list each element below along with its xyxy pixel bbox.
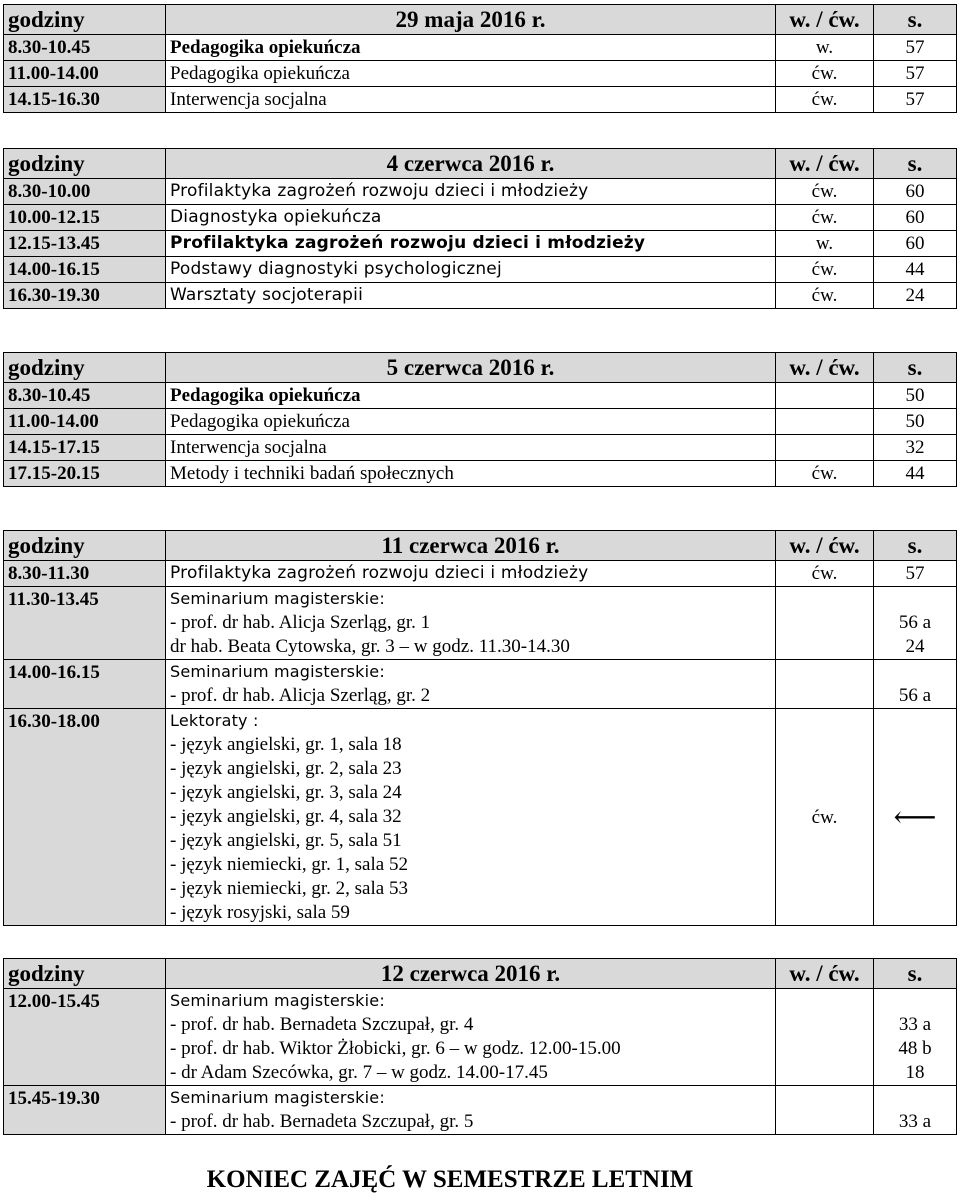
list-item: - język niemiecki, gr. 1, sala 52 bbox=[170, 854, 408, 875]
table-row: 10.00-12.15 Diagnostyka opiekuńcza ćw. 60 bbox=[4, 205, 957, 231]
table-row: 11.00-14.00 Pedagogika opiekuńcza ćw. 57 bbox=[4, 61, 957, 87]
type-header: w. / ćw. bbox=[776, 531, 874, 561]
list-item: - język angielski, gr. 4, sala 32 bbox=[170, 806, 402, 827]
table-row: 11.00-14.00 Pedagogika opiekuńcza 50 bbox=[4, 409, 957, 435]
table-row: 16.30-18.00 Lektoraty : - język angielski, gr. 1, sala 18 - język angielski, gr. 2, sala 23 - język angielski, gr. 3, sala 24 - język angielski, gr. 4, sala 32 - język angielski, gr. 5, sala 51 - język niemiecki, gr. 1, sala 52 - język niemiecki, gr. 2, sala 53 - język rosyjski, sala 59 ćw. ⟵ bbox=[4, 709, 957, 926]
schedule-table bbox=[3, 352, 957, 487]
type-header: w. / ćw. bbox=[776, 5, 874, 35]
table-row: 14.15-16.30 Interwencja socjalna ćw. 57 bbox=[4, 87, 957, 113]
time-header: godziny bbox=[4, 959, 166, 989]
table-row: 14.00-16.15 Seminarium magisterskie: - prof. dr hab. Alicja Szerląg, gr. 2 56 a bbox=[4, 660, 957, 709]
table-row: 8.30-10.45 Pedagogika opiekuńcza w. 57 bbox=[4, 35, 957, 61]
schedule-table bbox=[3, 4, 957, 113]
room-header: s. bbox=[874, 149, 957, 179]
seminar-cell: Seminarium magisterskie: - prof. dr hab. Bernadeta Szczupał, gr. 4 - prof. dr hab. Wiktor Żłobicki, gr. 6 – w godz. 12.00-15.00 - dr Adam Szecówka, gr. 7 – w godz. 14.00-17.45 bbox=[166, 989, 776, 1086]
table-row: 17.15-20.15 Metody i techniki badań społecznych ćw. 44 bbox=[4, 461, 957, 487]
day-block-3 bbox=[3, 352, 956, 487]
table-row: 8.30-10.00 Profilaktyka zagrożeń rozwoju dzieci i młodzieży ćw. 60 bbox=[4, 179, 957, 205]
time-header: godziny bbox=[4, 353, 166, 383]
list-item: - język angielski, gr. 1, sala 18 bbox=[170, 734, 402, 755]
table-row: 16.30-19.30 Warsztaty socjoterapii ćw. 24 bbox=[4, 283, 957, 309]
date-header: 11 czerwca 2016 r. bbox=[166, 531, 776, 561]
seminar-cell: Seminarium magisterskie: - prof. dr hab. Bernadeta Szczupał, gr. 5 bbox=[166, 1086, 776, 1135]
type-header: w. / ćw. bbox=[776, 353, 874, 383]
table-row: 14.00-16.15 Podstawy diagnostyki psychologicznej ćw. 44 bbox=[4, 257, 957, 283]
room-header: s. bbox=[874, 5, 957, 35]
schedule-table bbox=[3, 148, 957, 309]
schedule-table bbox=[3, 958, 957, 1135]
day-header bbox=[4, 353, 957, 383]
table-row: 14.15-17.15 Interwencja socjalna 32 bbox=[4, 435, 957, 461]
seminar-cell: Seminarium magisterskie: - prof. dr hab. Alicja Szerląg, gr. 1 dr hab. Beata Cytowska, gr. 3 – w godz. 11.30-14.30 bbox=[166, 587, 776, 660]
list-item: - język angielski, gr. 5, sala 51 bbox=[170, 830, 402, 851]
list-item: - język angielski, gr. 2, sala 23 bbox=[170, 758, 402, 779]
room-header: s. bbox=[874, 959, 957, 989]
list-item: - język rosyjski, sala 59 bbox=[170, 902, 350, 923]
list-item: - język niemiecki, gr. 2, sala 53 bbox=[170, 878, 408, 899]
day-block-5 bbox=[3, 958, 956, 1135]
table-row: 12.15-13.45 Profilaktyka zagrożeń rozwoju dzieci i młodzieży w. 60 bbox=[4, 231, 957, 257]
table-row: 8.30-10.45 Pedagogika opiekuńcza 50 bbox=[4, 383, 957, 409]
date-header: 5 czerwca 2016 r. bbox=[166, 353, 776, 383]
date-header: 29 maja 2016 r. bbox=[166, 5, 776, 35]
date-header: 4 czerwca 2016 r. bbox=[166, 149, 776, 179]
date-header: 12 czerwca 2016 r. bbox=[166, 959, 776, 989]
table-row: 15.45-19.30 Seminarium magisterskie: - prof. dr hab. Bernadeta Szczupał, gr. 5 33 a bbox=[4, 1086, 957, 1135]
day-block-2 bbox=[3, 148, 956, 309]
day-header bbox=[4, 5, 957, 35]
end-of-semester-note: KONIEC ZAJĘĆ W SEMESTRZE LETNIM bbox=[206, 1166, 694, 1193]
room-header: s. bbox=[874, 353, 957, 383]
lektoraty-cell: Lektoraty : - język angielski, gr. 1, sala 18 - język angielski, gr. 2, sala 23 - język angielski, gr. 3, sala 24 - język angielski, gr. 4, sala 32 - język angielski, gr. 5, sala 51 - język niemiecki, gr. 1, sala 52 - język niemiecki, gr. 2, sala 53 - język rosyjski, sala 59 bbox=[166, 709, 776, 926]
day-block-1 bbox=[3, 4, 956, 113]
day-block-4 bbox=[3, 530, 956, 926]
room-header: s. bbox=[874, 531, 957, 561]
day-header bbox=[4, 531, 957, 561]
table-row: 12.00-15.45 Seminarium magisterskie: - prof. dr hab. Bernadeta Szczupał, gr. 4 - prof. dr hab. Wiktor Żłobicki, gr. 6 – w godz. 12.00-15.00 - dr Adam Szecówka, gr. 7 – w godz. 14.00-17.45 33 a 48 b 18 bbox=[4, 989, 957, 1086]
table-row: 8.30-11.30 Profilaktyka zagrożeń rozwoju dzieci i młodzieży ćw. 57 bbox=[4, 561, 957, 587]
type-header: w. / ćw. bbox=[776, 149, 874, 179]
left-arrow-icon: ⟵ bbox=[874, 709, 957, 926]
time-header: godziny bbox=[4, 531, 166, 561]
day-header bbox=[4, 149, 957, 179]
time-header: godziny bbox=[4, 149, 166, 179]
list-item: - język angielski, gr. 3, sala 24 bbox=[170, 782, 402, 803]
table-row: 11.30-13.45 Seminarium magisterskie: - prof. dr hab. Alicja Szerląg, gr. 1 dr hab. Beata Cytowska, gr. 3 – w godz. 11.30-14.30 56 a 24 bbox=[4, 587, 957, 660]
schedule-table bbox=[3, 530, 957, 926]
day-header bbox=[4, 959, 957, 989]
type-header: w. / ćw. bbox=[776, 959, 874, 989]
time-header: godziny bbox=[4, 5, 166, 35]
seminar-cell: Seminarium magisterskie: - prof. dr hab. Alicja Szerląg, gr. 2 bbox=[166, 660, 776, 709]
